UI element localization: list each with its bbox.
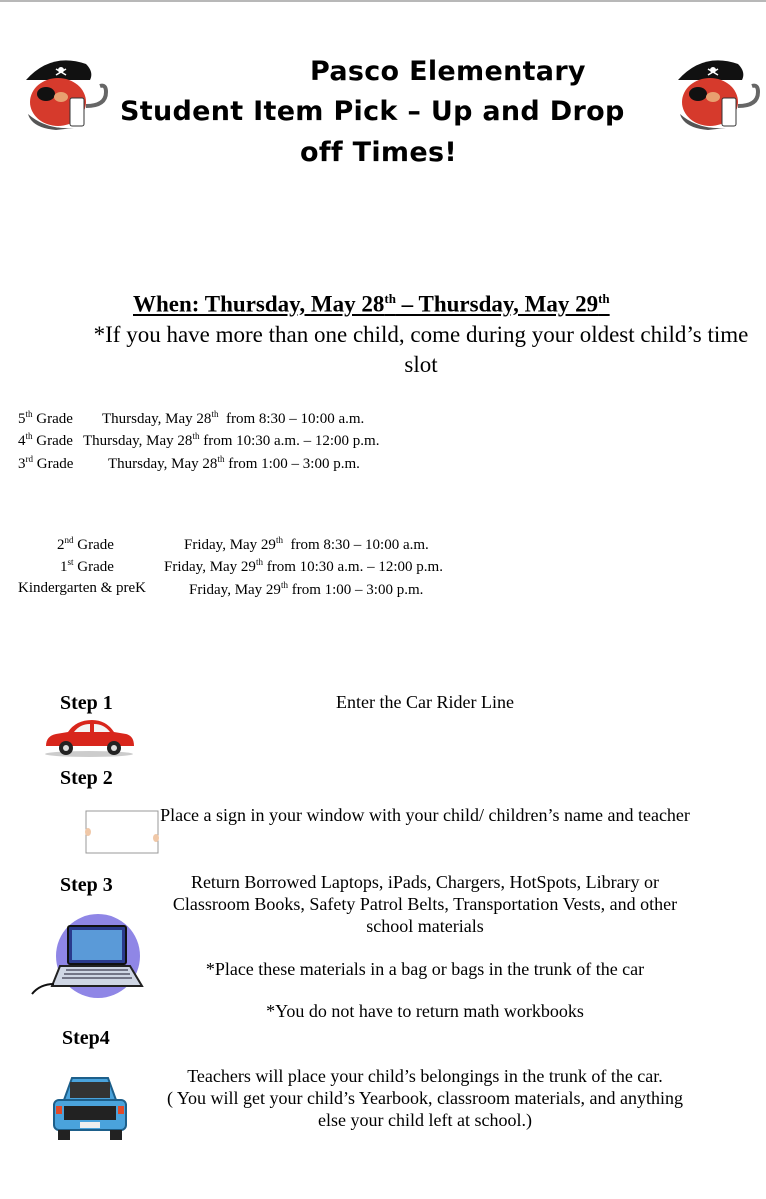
red-car-icon <box>42 716 136 758</box>
step-3-note-bag: *Place these materials in a bag or bags in the trunk of the car <box>205 959 645 979</box>
step-3-label: Step 3 <box>60 874 113 896</box>
step-1-label: Step 1 <box>60 692 113 714</box>
schedule-row: 1st Grade Friday, May 29th from 10:30 a.m. – 12:00 p.m. <box>60 557 443 575</box>
top-border <box>0 0 766 2</box>
oldest-child-note: *If you have more than one child, come during your oldest child’s time slot <box>93 322 749 377</box>
pirate-mascot-icon <box>668 50 766 132</box>
schedule-row: 4th Grade Thursday, May 28th from 10:30 a.m. – 12:00 p.m. <box>18 431 380 449</box>
title-line-3: off Times! <box>300 137 457 168</box>
step-4-label: Step4 <box>62 1027 110 1049</box>
laptop-icon <box>30 914 146 1000</box>
schedule-row: 2nd Grade Friday, May 29th from 8:30 – 10:00 a.m. <box>57 535 429 553</box>
title-line-2: Student Item Pick – Up and Drop <box>120 96 625 127</box>
step-3-note-workbooks: *You do not have to return math workbooks <box>266 1001 584 1021</box>
schedule-row: 5th Grade Thursday, May 28th from 8:30 – 10:00 a.m. <box>18 409 365 427</box>
step-1-text: Enter the Car Rider Line <box>336 692 514 712</box>
when-heading: When: Thursday, May 28th – Thursday, May 29th <box>133 291 610 317</box>
title-line-1: Pasco Elementary <box>310 56 586 87</box>
pirate-mascot-icon <box>16 50 116 132</box>
blank-sign-icon <box>82 808 162 856</box>
step-3-text: Return Borrowed Laptops, iPads, Chargers, HotSpots, Library or Classroom Books, Safety Patrol Belts, Transportation Vests, and other school materials <box>172 872 678 936</box>
step-2-text: Place a sign in your window with your child/ children’s name and teacher <box>160 805 690 825</box>
step-2-label: Step 2 <box>60 767 113 789</box>
step-4-text: Teachers will place your child’s belongings in the trunk of the car. ( You will get your child’s Yearbook, classroom materials, and anything else your child left at school.) <box>167 1066 683 1130</box>
schedule-row: 3rd Grade Thursday, May 28th from 1:00 – 3:00 p.m. <box>18 454 360 472</box>
schedule-row: Kindergarten & preK Friday, May 29th from 1:00 – 3:00 p.m. <box>18 580 424 598</box>
car-trunk-icon <box>50 1070 130 1146</box>
